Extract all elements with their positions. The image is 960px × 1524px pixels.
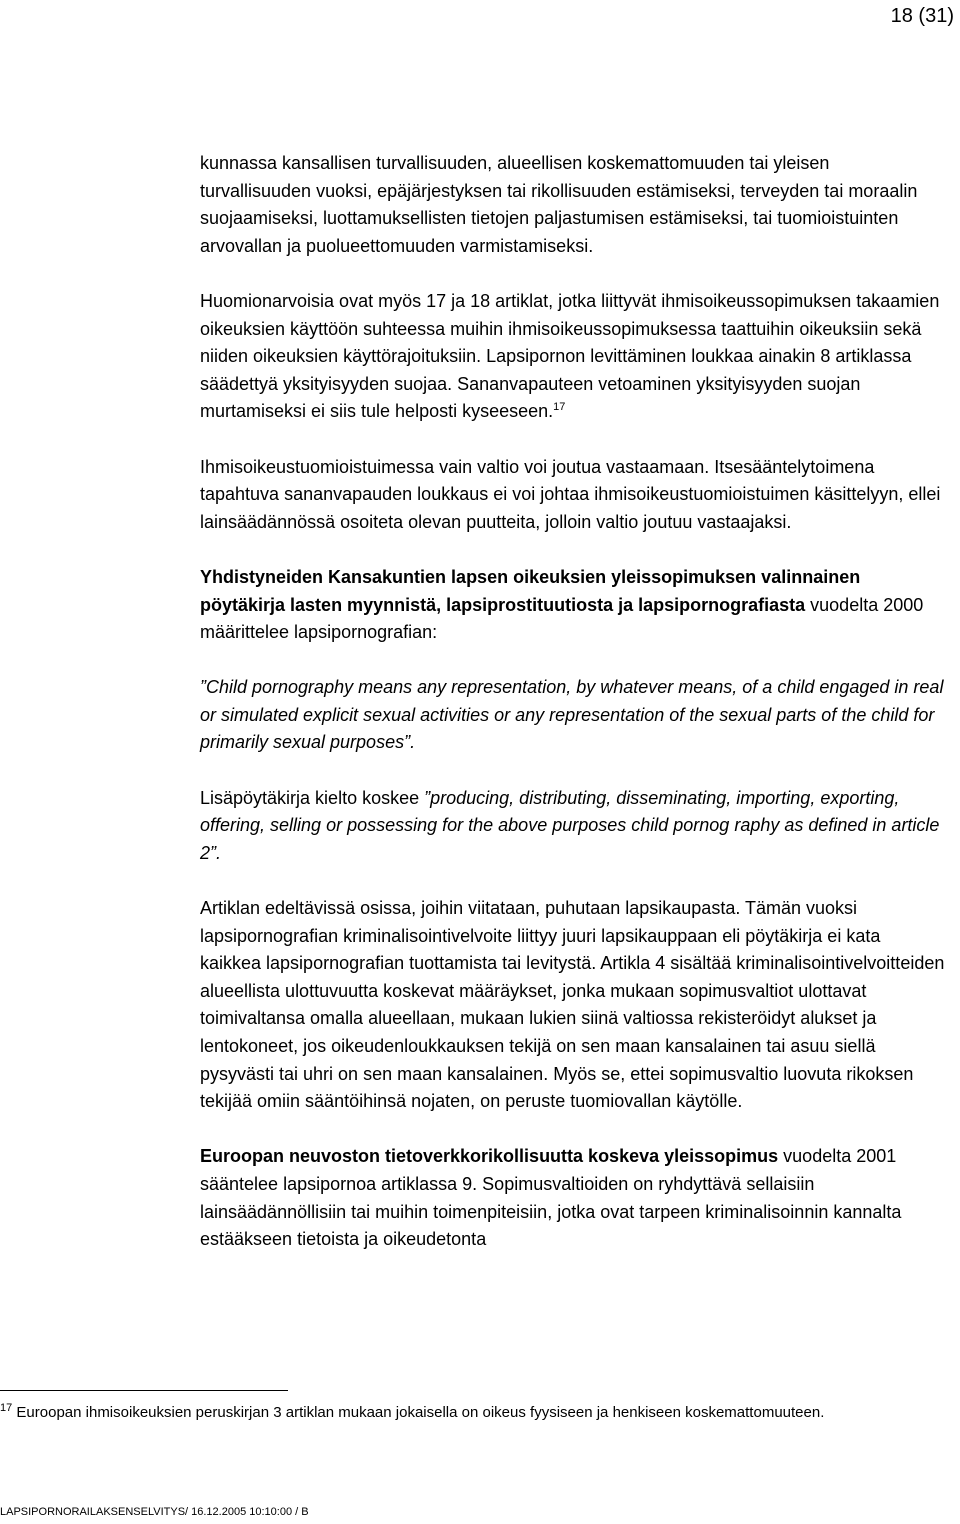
footnote-ref-17[interactable]: 17 <box>553 401 566 414</box>
paragraph-8-text: vuodelta 2001 sääntelee lapsipornoa artiklassa 9. Sopimusvaltioiden on ryhdyttävä sellaisiin lainsäädännöllisiin tai muihin toimenpiteisiin, jotka ovat tarpeen kriminalisoinnin kannalta estääkseen tietoista ja oikeudetonta <box>200 1146 902 1250</box>
un-protocol-title: Yhdistyneiden Kansakuntien lapsen oikeuksien yleissopimuksen valinnainen pöytäkirja lasten myynnistä, lapsiprostituutiosta ja lapsipornografiasta <box>200 566 861 615</box>
paragraph-6 <box>200 785 945 868</box>
page-number: 18 (31) <box>890 5 954 27</box>
paragraph-2 <box>200 288 945 426</box>
footnote-text: Euroopan ihmisoikeuksien peruskirjan 3 artiklan mukaan jokaisella on oikeus fyysiseen ja henkiseen koskemattomuuteen. <box>12 1404 825 1421</box>
paragraph-8 <box>200 1143 945 1253</box>
footnote-separator <box>0 1390 288 1391</box>
paragraph-1: kunnassa kansallisen turvallisuuden, alueellisen koskemattomuuden tai yleisen turvallisuuden vuoksi, epäjärjestyksen tai rikollisuuden estämiseksi, terveyden tai moraalin suojaamiseksi, luottamuksellisten tietojen paljastumisen estämiseksi, tai tuomioistuinten arvovallan ja puolueettomuuden varmistamiseksi. <box>200 153 918 256</box>
definition-quote: ”Child pornography means any representation, by whatever means, of a child engaged in real or simulated explicit sexual activities or any representation of the sexual parts of the child for primarily sexual purposes”. <box>200 677 944 753</box>
paragraph-7: Artiklan edeltävissä osissa, joihin viitataan, puhutaan lapsikaupasta. Tämän vuoksi lapsipornografian kriminalisointivelvoite liittyy juuri lapsikauppaan eli pöytäkirja ei kata kaikkea lapsipornografian tuottamista tai levitystä. Artikla 4 sisältää kriminalisointivelvoitteiden alueellista ulottuvuutta koskevat määräykset, jonka mukaan sopimusvaltiot ulottavat toimivaltansa omalla alueellaan, mukaan lukien siinä valtiossa rekisteröidyt alukset ja lentokoneet, jos oikeudenloukkauksen tekijä on sen maan kansalainen tai asuu siellä pysyvästi tai uhri on sen maan kansalainen. Myös se, ettei sopimusvaltio luovuta rikoksen tekijää omiin sääntöihinsä nojaten, on peruste tuomiovallan käytölle. <box>200 898 945 1112</box>
coe-convention-title: Euroopan neuvoston tietoverkkorikollisuutta koskeva yleissopimus <box>200 1146 779 1167</box>
page-footer: LAPSIPORNORAILAKSENSELVITYS/ 16.12.2005 10:10:00 / B <box>0 1506 309 1518</box>
footnote-mark: 17 <box>0 1402 13 1414</box>
document-body <box>200 150 945 1254</box>
paragraph-4 <box>200 564 945 647</box>
paragraph-3: Ihmisoikeustuomioistuimessa vain valtio voi joutua vastaamaan. Itsesääntelytoimena tapahtuva sananvapauden loukkaus ei voi johtaa ihmisoikeustuomioistuimen käsittelyyn, ellei lainsäädännössä osoiteta olevan puutteita, jolloin valtio joutuu vastaajaksi. <box>200 456 941 532</box>
paragraph-4-text: vuodelta 2000 määrittelee lapsipornografian: <box>200 594 924 643</box>
paragraph-6-lead: Lisäpöytäkirja kielto koskee <box>200 787 425 808</box>
paragraph-6-quote: ”producing, distributing, disseminating, importing, exporting, offering, selling or possessing for the above purposes child pornog raphy as defined in article 2”. <box>200 787 940 863</box>
footnote-17 <box>0 1400 952 1426</box>
paragraph-2-text: Huomionarvoisia ovat myös 17 ja 18 artiklat, jotka liittyvät ihmisoikeussopimuksen takaamien oikeuksien käyttöön suhteessa muihin ihmisoikeussopimuksessa taattuihin oikeuksiin sekä niiden oikeuksien käyttörajoituksiin. Lapsipornon levittäminen loukkaa ainakin 8 artiklassa säädettyä yksityisyyden suojaa. Sananvapauteen vetoaminen yksityisyyden suojan murtamiseksi ei siis tule helposti kyseeseen. <box>200 290 940 422</box>
